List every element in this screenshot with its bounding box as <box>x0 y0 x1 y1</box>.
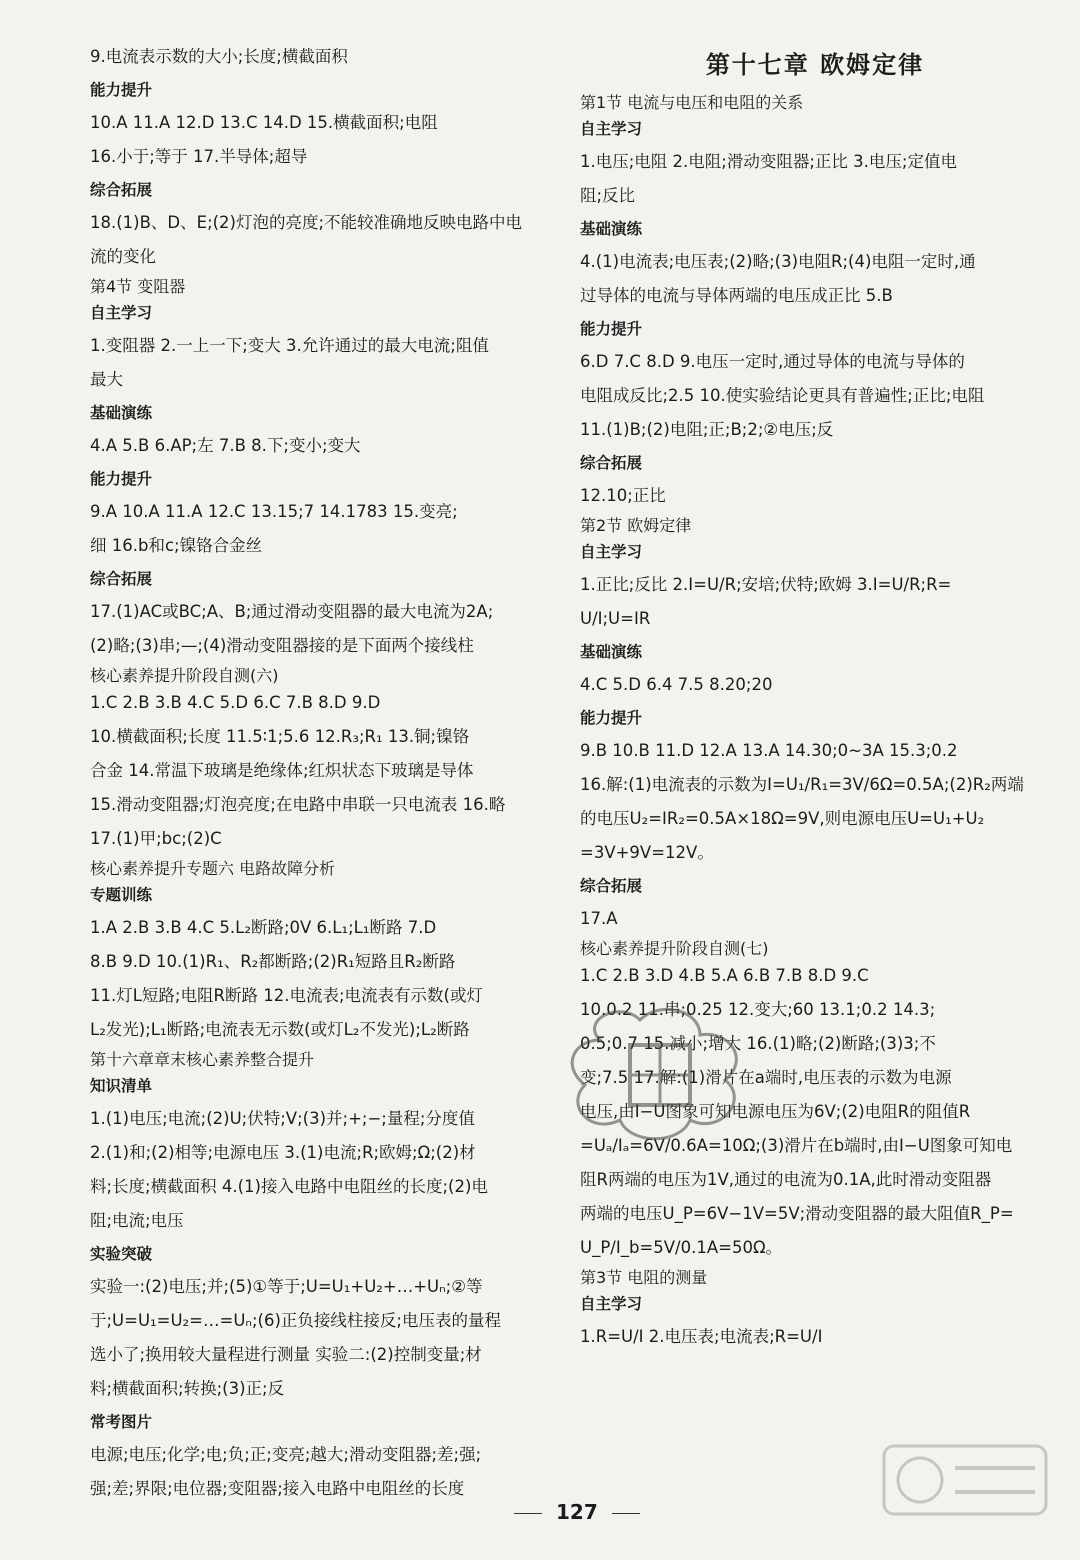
left-section-heading: 第4节 变阻器 <box>90 277 186 296</box>
left-answer-line: 9.A 10.A 11.A 12.C 13.15;7 14.1783 15.变亮; <box>90 502 458 521</box>
right-answer-line: 两端的电压U_P=6V−1V=5V;滑动变阻器的最大阻值R_P= <box>580 1204 1014 1223</box>
left-answer-line: L₂发光);L₁断路;电流表无示数(或灯L₂不发光);L₂断路 <box>90 1020 470 1039</box>
left-answer-line: 1.(1)电压;电流;(2)U;伏特;V;(3)并;+;−;量程;分度值 <box>90 1109 475 1128</box>
publisher-stamp-icon <box>560 1000 760 1150</box>
right-section-heading: 第1节 电流与电压和电阻的关系 <box>580 93 804 112</box>
left-answer-line: 15.滑动变阻器;灯泡亮度;在电路中串联一只电流表 16.略 <box>90 795 506 814</box>
right-answer-line: 变;7.5 17.解:(1)滑片在a端时,电压表的示数为电源 <box>580 1068 952 1087</box>
left-answer-line: 细 16.b和c;镍铬合金丝 <box>90 536 263 555</box>
right-answer-line: 1.R=U/I 2.电压表;电流表;R=U/I <box>580 1327 823 1346</box>
right-subsection-label: 能力提升 <box>580 320 643 338</box>
left-column <box>90 40 560 1506</box>
left-answer-line: 11.灯L短路;电阻R断路 12.电流表;电流表有示数(或灯 <box>90 986 483 1005</box>
right-section-heading: 第3节 电阻的测量 <box>580 1268 708 1287</box>
left-section-heading: 第十六章章末核心素养整合提升 <box>90 1050 315 1069</box>
right-subsection-label: 自主学习 <box>580 543 643 561</box>
right-answer-line: 11.(1)B;(2)电阻;正;B;2;②电压;反 <box>580 420 834 439</box>
page-number: 127 <box>500 1500 654 1524</box>
right-column <box>580 40 1050 1354</box>
right-answer-line: U/I;U=IR <box>580 609 651 628</box>
watermark-logo-icon <box>880 1440 1050 1520</box>
left-answer-line: 17.(1)AC或BC;A、B;通过滑动变阻器的最大电流为2A; <box>90 602 494 621</box>
left-answer-line: 选小了;换用较大量程进行测量 实验二:(2)控制变量;材 <box>90 1345 482 1364</box>
left-answer-line: 实验一:(2)电压;并;(5)①等于;U=U₁+U₂+…+Uₙ;②等 <box>90 1277 483 1296</box>
right-subsection-label: 基础演练 <box>580 220 643 238</box>
right-answer-line: 电压,由I−U图象可知电源电压为6V;(2)电阻R的阻值R <box>580 1102 971 1121</box>
right-answer-line: 1.正比;反比 2.I=U/R;安培;伏特;欧姆 3.I=U/R;R= <box>580 575 952 594</box>
right-subsection-label: 能力提升 <box>580 709 643 727</box>
right-subsection-label: 自主学习 <box>580 120 643 138</box>
right-answer-line: 4.C 5.D 6.4 7.5 8.20;20 <box>580 675 773 694</box>
left-subsection-label: 实验突破 <box>90 1245 153 1263</box>
right-answer-line: 17.A <box>580 909 618 928</box>
right-section-heading: 核心素养提升阶段自测(七) <box>580 939 769 958</box>
left-answer-line: 18.(1)B、D、E;(2)灯泡的亮度;不能较准确地反映电路中电 <box>90 213 523 232</box>
right-answer-line: 1.C 2.B 3.D 4.B 5.A 6.B 7.B 8.D 9.C <box>580 966 869 985</box>
left-answer-line: 料;横截面积;转换;(3)正;反 <box>90 1379 285 1398</box>
left-answer-line: 10.横截面积;长度 11.5∶1;5.6 12.R₃;R₁ 13.铜;镍铬 <box>90 727 470 746</box>
left-answer-line: 合金 14.常温下玻璃是绝缘体;红炽状态下玻璃是导体 <box>90 761 474 780</box>
left-answer-line: 10.A 11.A 12.D 13.C 14.D 15.横截面积;电阻 <box>90 113 438 132</box>
right-section-heading: 第2节 欧姆定律 <box>580 516 692 535</box>
right-subsection-label: 综合拓展 <box>580 454 643 472</box>
right-answer-line: 12.10;正比 <box>580 486 666 505</box>
left-answer-line: 流的变化 <box>90 247 156 266</box>
right-answer-line: 16.解:(1)电流表的示数为I=U₁/R₁=3V/6Ω=0.5A;(2)R₂两端 <box>580 775 1024 794</box>
right-answer-line: 阻;反比 <box>580 186 636 205</box>
left-answer-line: (2)略;(3)串;—;(4)滑动变阻器接的是下面两个接线柱 <box>90 636 474 655</box>
right-subsection-label: 综合拓展 <box>580 877 643 895</box>
left-answer-line: 最大 <box>90 370 123 389</box>
left-answer-line: 1.A 2.B 3.B 4.C 5.L₂断路;0V 6.L₁;L₁断路 7.D <box>90 918 437 937</box>
left-subsection-label: 综合拓展 <box>90 570 153 588</box>
left-answer-line: 料;长度;横截面积 4.(1)接入电路中电阻丝的长度;(2)电 <box>90 1177 488 1196</box>
left-subsection-label: 自主学习 <box>90 304 153 322</box>
right-answer-line: 9.B 10.B 11.D 12.A 13.A 14.30;0~3A 15.3;0.2 <box>580 741 958 760</box>
left-answer-line: 2.(1)和;(2)相等;电源电压 3.(1)电流;R;欧姆;Ω;(2)材 <box>90 1143 476 1162</box>
right-answer-line: 0.5;0.7 15.减小;增大 16.(1)略;(2)断路;(3)3;不 <box>580 1034 936 1053</box>
left-answer-line: 17.(1)甲;bc;(2)C <box>90 829 222 848</box>
right-answer-line: =Uₐ/Iₐ=6V/0.6A=10Ω;(3)滑片在b端时,由I−U图象可知电 <box>580 1136 1013 1155</box>
right-subsection-label: 自主学习 <box>580 1295 643 1313</box>
left-answer-line: 阻;电流;电压 <box>90 1211 184 1230</box>
right-answer-line: 1.电压;电阻 2.电阻;滑动变阻器;正比 3.电压;定值电 <box>580 152 957 171</box>
left-answer-line: 强;差;界限;电位器;变阻器;接入电路中电阻丝的长度 <box>90 1479 465 1498</box>
left-answer-line: 9.电流表示数的大小;长度;横截面积 <box>90 47 348 66</box>
left-answer-line: 于;U=U₁=U₂=…=Uₙ;(6)正负接线柱接反;电压表的量程 <box>90 1311 501 1330</box>
right-answer-line: =3V+9V=12V。 <box>580 843 714 862</box>
left-subsection-label: 基础演练 <box>90 404 153 422</box>
right-answer-line: 10.0.2 11.串;0.25 12.变大;60 13.1;0.2 14.3; <box>580 1000 936 1019</box>
right-answer-line: 过导体的电流与导体两端的电压成正比 5.B <box>580 286 893 305</box>
left-answer-line: 4.A 5.B 6.AP;左 7.B 8.下;变小;变大 <box>90 436 361 455</box>
right-chapter-title: 第十七章 欧姆定律 <box>705 50 925 79</box>
left-subsection-label: 综合拓展 <box>90 181 153 199</box>
right-answer-line: 4.(1)电流表;电压表;(2)略;(3)电阻R;(4)电阻一定时,通 <box>580 252 976 271</box>
left-subsection-label: 专题训练 <box>90 886 153 904</box>
left-answer-line: 8.B 9.D 10.(1)R₁、R₂都断路;(2)R₁短路且R₂断路 <box>90 952 456 971</box>
left-answer-line: 1.C 2.B 3.B 4.C 5.D 6.C 7.B 8.D 9.D <box>90 693 381 712</box>
left-answer-line: 电源;电压;化学;电;负;正;变亮;越大;滑动变阻器;差;强; <box>90 1445 482 1464</box>
left-subsection-label: 能力提升 <box>90 81 153 99</box>
left-subsection-label: 常考图片 <box>90 1413 153 1431</box>
left-subsection-label: 知识清单 <box>90 1077 153 1095</box>
right-subsection-label: 基础演练 <box>580 643 643 661</box>
right-answer-line: 6.D 7.C 8.D 9.电压一定时,通过导体的电流与导体的 <box>580 352 965 371</box>
left-answer-line: 1.变阻器 2.一上一下;变大 3.允许通过的最大电流;阻值 <box>90 336 489 355</box>
right-answer-line: 阻R两端的电压为1V,通过的电流为0.1A,此时滑动变阻器 <box>580 1170 992 1189</box>
right-answer-line: U_P/I_b=5V/0.1A=50Ω。 <box>580 1238 783 1257</box>
left-section-heading: 核心素养提升阶段自测(六) <box>90 666 279 685</box>
left-answer-line: 16.小于;等于 17.半导体;超导 <box>90 147 308 166</box>
right-answer-line: 的电压U₂=IR₂=0.5A×18Ω=9V,则电源电压U=U₁+U₂ <box>580 809 985 828</box>
left-section-heading: 核心素养提升专题六 电路故障分析 <box>90 859 336 878</box>
left-subsection-label: 能力提升 <box>90 470 153 488</box>
right-answer-line: 电阻成反比;2.5 10.使实验结论更具有普遍性;正比;电阻 <box>580 386 985 405</box>
